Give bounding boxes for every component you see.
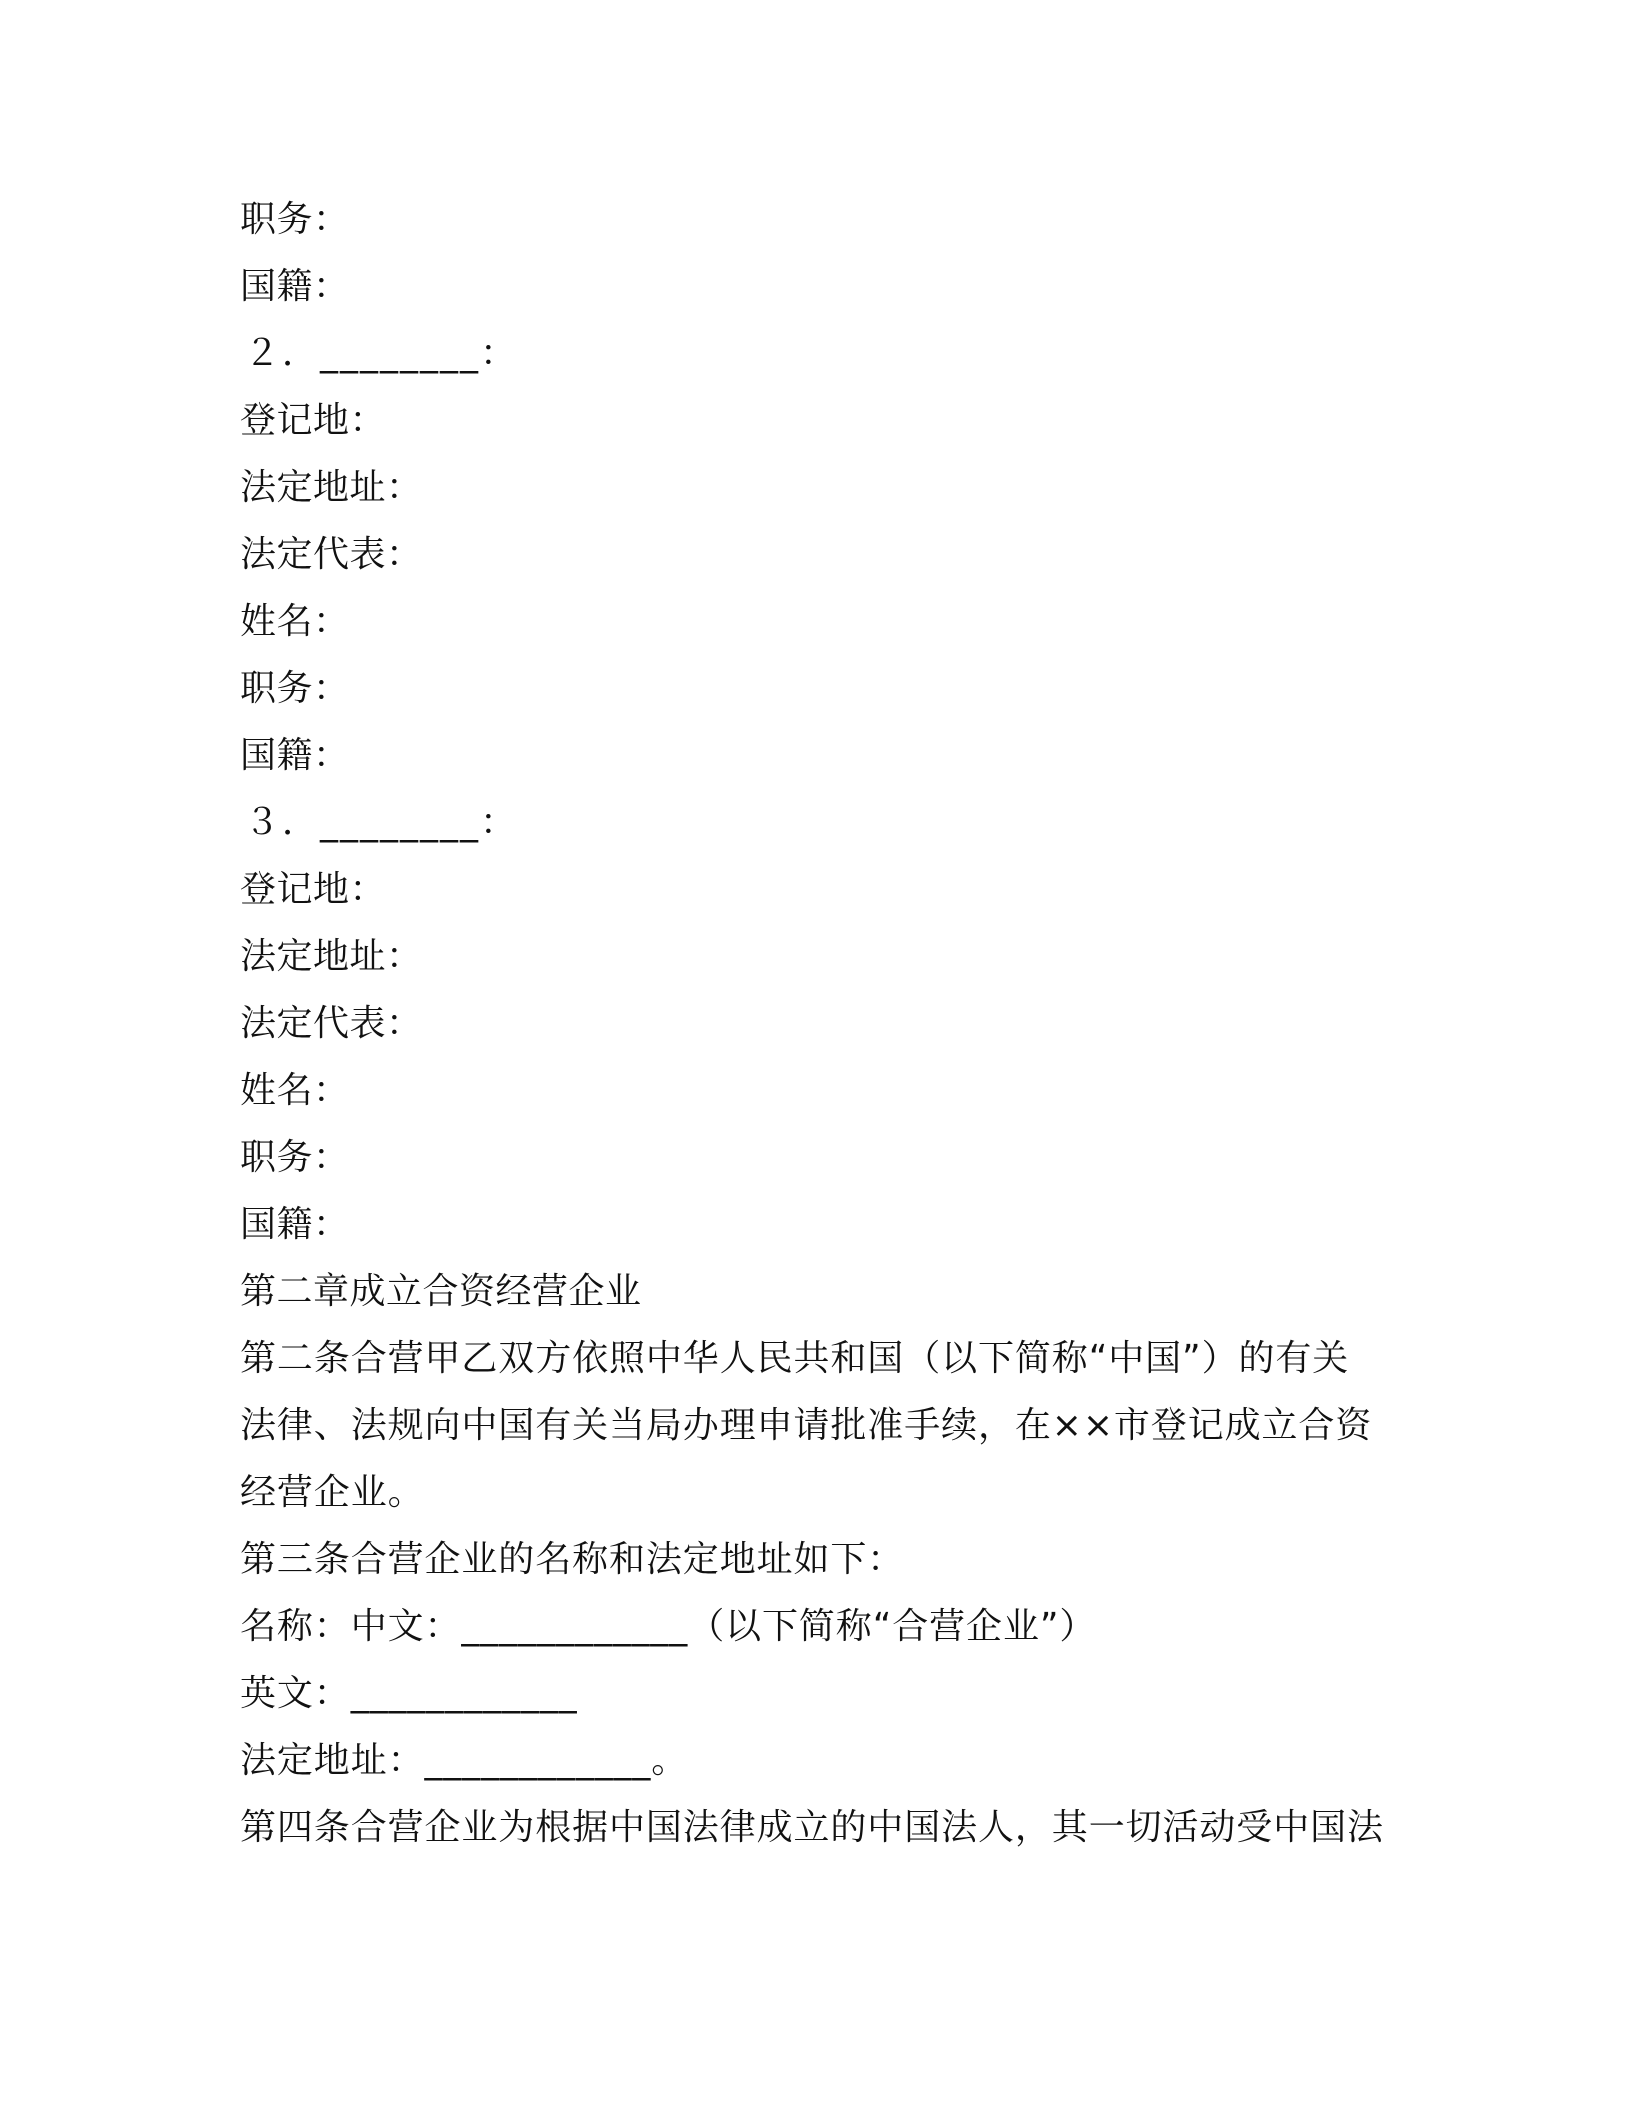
field-legal-representative-2: 法定代表： (240, 534, 423, 575)
field-position-1: 职务： (240, 199, 350, 240)
article-4-line-1: 第四条合营企业为根据中国法律成立的中国法人，其一切活动受中国法 (240, 1807, 1384, 1848)
field-legal-address-2: 法定地址： (240, 467, 423, 508)
field-legal-address-3: 法定地址： (240, 936, 423, 977)
field-nationality-1: 国籍： (240, 266, 350, 307)
field-name-3: 姓名： (240, 1070, 350, 1111)
field-position-3: 职务： (240, 1137, 350, 1178)
field-nationality-2: 国籍： (240, 735, 350, 776)
article-2-line-3: 经营企业。 (240, 1472, 425, 1513)
chapter-2-heading: 第二章成立合资经营企业 (240, 1271, 642, 1312)
party-2-heading: ２．________： (244, 333, 519, 374)
field-registration-place-3: 登记地： (240, 869, 387, 910)
field-position-2: 职务： (240, 668, 350, 709)
article-2-line-1: 第二条合营甲乙双方依照中华人民共和国（以下简称“中国”）的有关 (240, 1338, 1350, 1379)
field-nationality-3: 国籍： (240, 1204, 350, 1245)
article-2-line-2: 法律、法规向中国有关当局办理申请批准手续，在××市登记成立合资 (240, 1405, 1373, 1446)
field-legal-representative-3: 法定代表： (240, 1003, 423, 1044)
article-3-legal-address: 法定地址：____________。 (240, 1740, 689, 1781)
article-3-name-chinese: 名称：中文：____________（以下简称“合营企业”） (240, 1606, 1097, 1647)
article-3-name-english: 英文：____________ (240, 1673, 578, 1714)
article-3-line-1: 第三条合营企业的名称和法定地址如下： (240, 1539, 905, 1580)
field-registration-place-2: 登记地： (240, 400, 387, 441)
field-name-2: 姓名： (240, 601, 350, 642)
document-body (240, 186, 1400, 1861)
party-3-heading: ３．________： (244, 802, 519, 843)
